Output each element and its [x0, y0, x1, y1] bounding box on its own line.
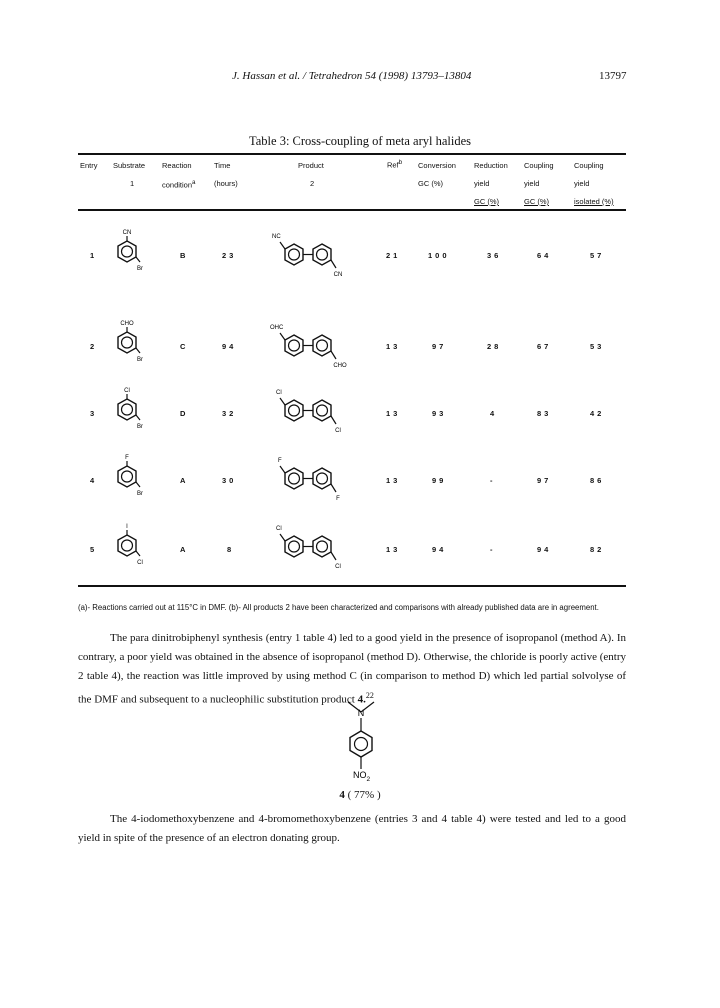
ref-value: 13	[386, 409, 401, 418]
ref-value: 13	[386, 342, 401, 351]
substrate-structure	[107, 228, 147, 274]
product-structure	[268, 319, 364, 369]
substituent-top: I	[126, 524, 128, 530]
col-reaction: Reaction	[162, 161, 192, 170]
table-caption: Table 3: Cross-coupling of meta aryl halides	[249, 134, 471, 148]
condition-value: A	[180, 476, 189, 485]
substituent-bottom: Br	[137, 266, 143, 272]
product-substituent-left: NC	[272, 234, 281, 240]
entry-number: 4	[90, 476, 98, 485]
table-top-rule	[78, 153, 626, 155]
col-coupling-yield: yield	[524, 179, 540, 188]
product-structure	[268, 384, 364, 434]
running-title: J. Hassan et al. / Tetrahedron 54 (1998) 13793–13804	[232, 70, 472, 82]
col-conversion-gc: GC (%)	[418, 179, 443, 188]
product-substituent-left: F	[278, 458, 282, 464]
table-bottom-rule	[78, 585, 626, 587]
product-substituent-left: Cl	[276, 526, 282, 532]
entry-number: 1	[90, 251, 98, 260]
table-header-rule	[78, 209, 626, 211]
col-substrate: Substrate	[113, 161, 146, 170]
product-substituent-left: Cl	[276, 390, 282, 396]
table-footnote: (a)- Reactions carried out at 115°C in DMF. (b)- All products 2 have been characterized and comparisons with already published data are in agreement.	[78, 603, 599, 612]
ref-value: 13	[386, 476, 401, 485]
col-reduction-yield: yield	[474, 179, 490, 188]
isolated-value: 53	[590, 342, 605, 351]
product-structure	[268, 228, 364, 278]
product-substituent-right: CHO	[333, 363, 347, 369]
col-substrate-num: 1	[130, 179, 135, 188]
col-hours: (hours)	[214, 179, 238, 188]
substituent-top: F	[125, 455, 129, 461]
coupling-gc-value: 83	[537, 409, 552, 418]
entry-number: 3	[90, 409, 98, 418]
reduction-value: 36	[487, 251, 502, 260]
product-substituent-right: Cl	[335, 564, 341, 570]
reduction-value: -	[490, 476, 496, 485]
col-coupling2: Coupling	[574, 161, 604, 170]
col-entry: Entry	[80, 161, 98, 170]
col-condition: condition$^a$	[162, 179, 196, 190]
conversion-value: 93	[432, 409, 447, 418]
reduction-value: 28	[487, 342, 502, 351]
ref-value: 21	[386, 251, 401, 260]
isolated-value: 82	[590, 545, 605, 554]
coupling-gc-value: 67	[537, 342, 552, 351]
entry-number: 5	[90, 545, 98, 554]
ref-value: 13	[386, 545, 401, 554]
col-coupling2-yield: yield	[574, 179, 590, 188]
time-value: 94	[222, 342, 237, 351]
condition-value: D	[180, 409, 189, 418]
nitro-label: $NO_2$	[353, 770, 371, 783]
condition-value: A	[180, 545, 189, 554]
substrate-structure	[107, 453, 147, 499]
product-structure	[268, 520, 364, 570]
product-substituent-right: CN	[333, 272, 343, 278]
coupling-gc-value: 97	[537, 476, 552, 485]
product-substituent-left: OHC	[270, 325, 284, 331]
col-isolated: isolated (%)	[574, 197, 614, 206]
substituent-top: CHO	[120, 321, 134, 327]
product-substituent-right: Cl	[335, 428, 341, 434]
condition-value: B	[180, 251, 189, 260]
col-reduction: Reduction	[474, 161, 508, 170]
substituent-bottom: Cl	[137, 560, 143, 566]
compound-4-label: 4 ( 77% )	[339, 789, 381, 801]
nitrogen-label: N	[357, 708, 365, 718]
product-substituent-right: F	[336, 496, 340, 502]
substituent-bottom: Br	[137, 491, 143, 497]
isolated-value: 86	[590, 476, 605, 485]
page-number: 13797	[599, 70, 627, 82]
col-conversion: Conversion	[418, 161, 456, 170]
substrate-structure	[107, 522, 147, 568]
substrate-structure	[107, 319, 147, 365]
time-value: 32	[222, 409, 237, 418]
coupling-gc-value: 94	[537, 545, 552, 554]
conversion-value: 99	[432, 476, 447, 485]
product-structure	[268, 452, 364, 502]
conversion-value: 94	[432, 545, 447, 554]
conversion-value: 97	[432, 342, 447, 351]
col-coupling-gc: GC (%)	[524, 197, 549, 206]
compound-4-structure	[326, 698, 396, 786]
time-value: 23	[222, 251, 237, 260]
time-value: 8	[227, 545, 235, 554]
substituent-top: Cl	[124, 388, 130, 394]
body-paragraph-2: The 4-iodomethoxybenzene and 4-bromomethoxybenzene (entries 3 and 4 table 4) were tested and led to a good yield in spite of the presence of an electron donating group.	[78, 813, 626, 844]
col-product-num: 2	[310, 179, 315, 188]
entry-number: 2	[90, 342, 98, 351]
isolated-value: 42	[590, 409, 605, 418]
coupling-gc-value: 64	[537, 251, 552, 260]
reduction-value: -	[490, 545, 496, 554]
substituent-top: CN	[122, 230, 132, 236]
conversion-value: 100	[428, 251, 450, 260]
col-time: Time	[214, 161, 231, 170]
body-paragraph-1: The para dinitrobiphenyl synthesis (entry 1 table 4) led to a good yield in the presence of isopropanol (method A). In contrary, a poor yield was obtained in the absence of isopropanol (method D). Otherwise, the chloride is poorly active (entry 2 table 4), the reaction was little improved by using method C (in comparison to method D) which led partial solvolyse of the DMF and subsequent to a nucleophilic substitution product 4.22	[78, 632, 626, 706]
reduction-value: 4	[490, 409, 498, 418]
col-product: Product	[298, 161, 324, 170]
condition-value: C	[180, 342, 189, 351]
isolated-value: 57	[590, 251, 605, 260]
time-value: 30	[222, 476, 237, 485]
substituent-bottom: Br	[137, 357, 143, 363]
col-reduction-gc: GC (%)	[474, 197, 499, 206]
col-coupling: Coupling	[524, 161, 554, 170]
col-ref: Ref$^b$	[387, 159, 403, 170]
substituent-bottom: Br	[137, 424, 143, 430]
substrate-structure	[107, 386, 147, 432]
